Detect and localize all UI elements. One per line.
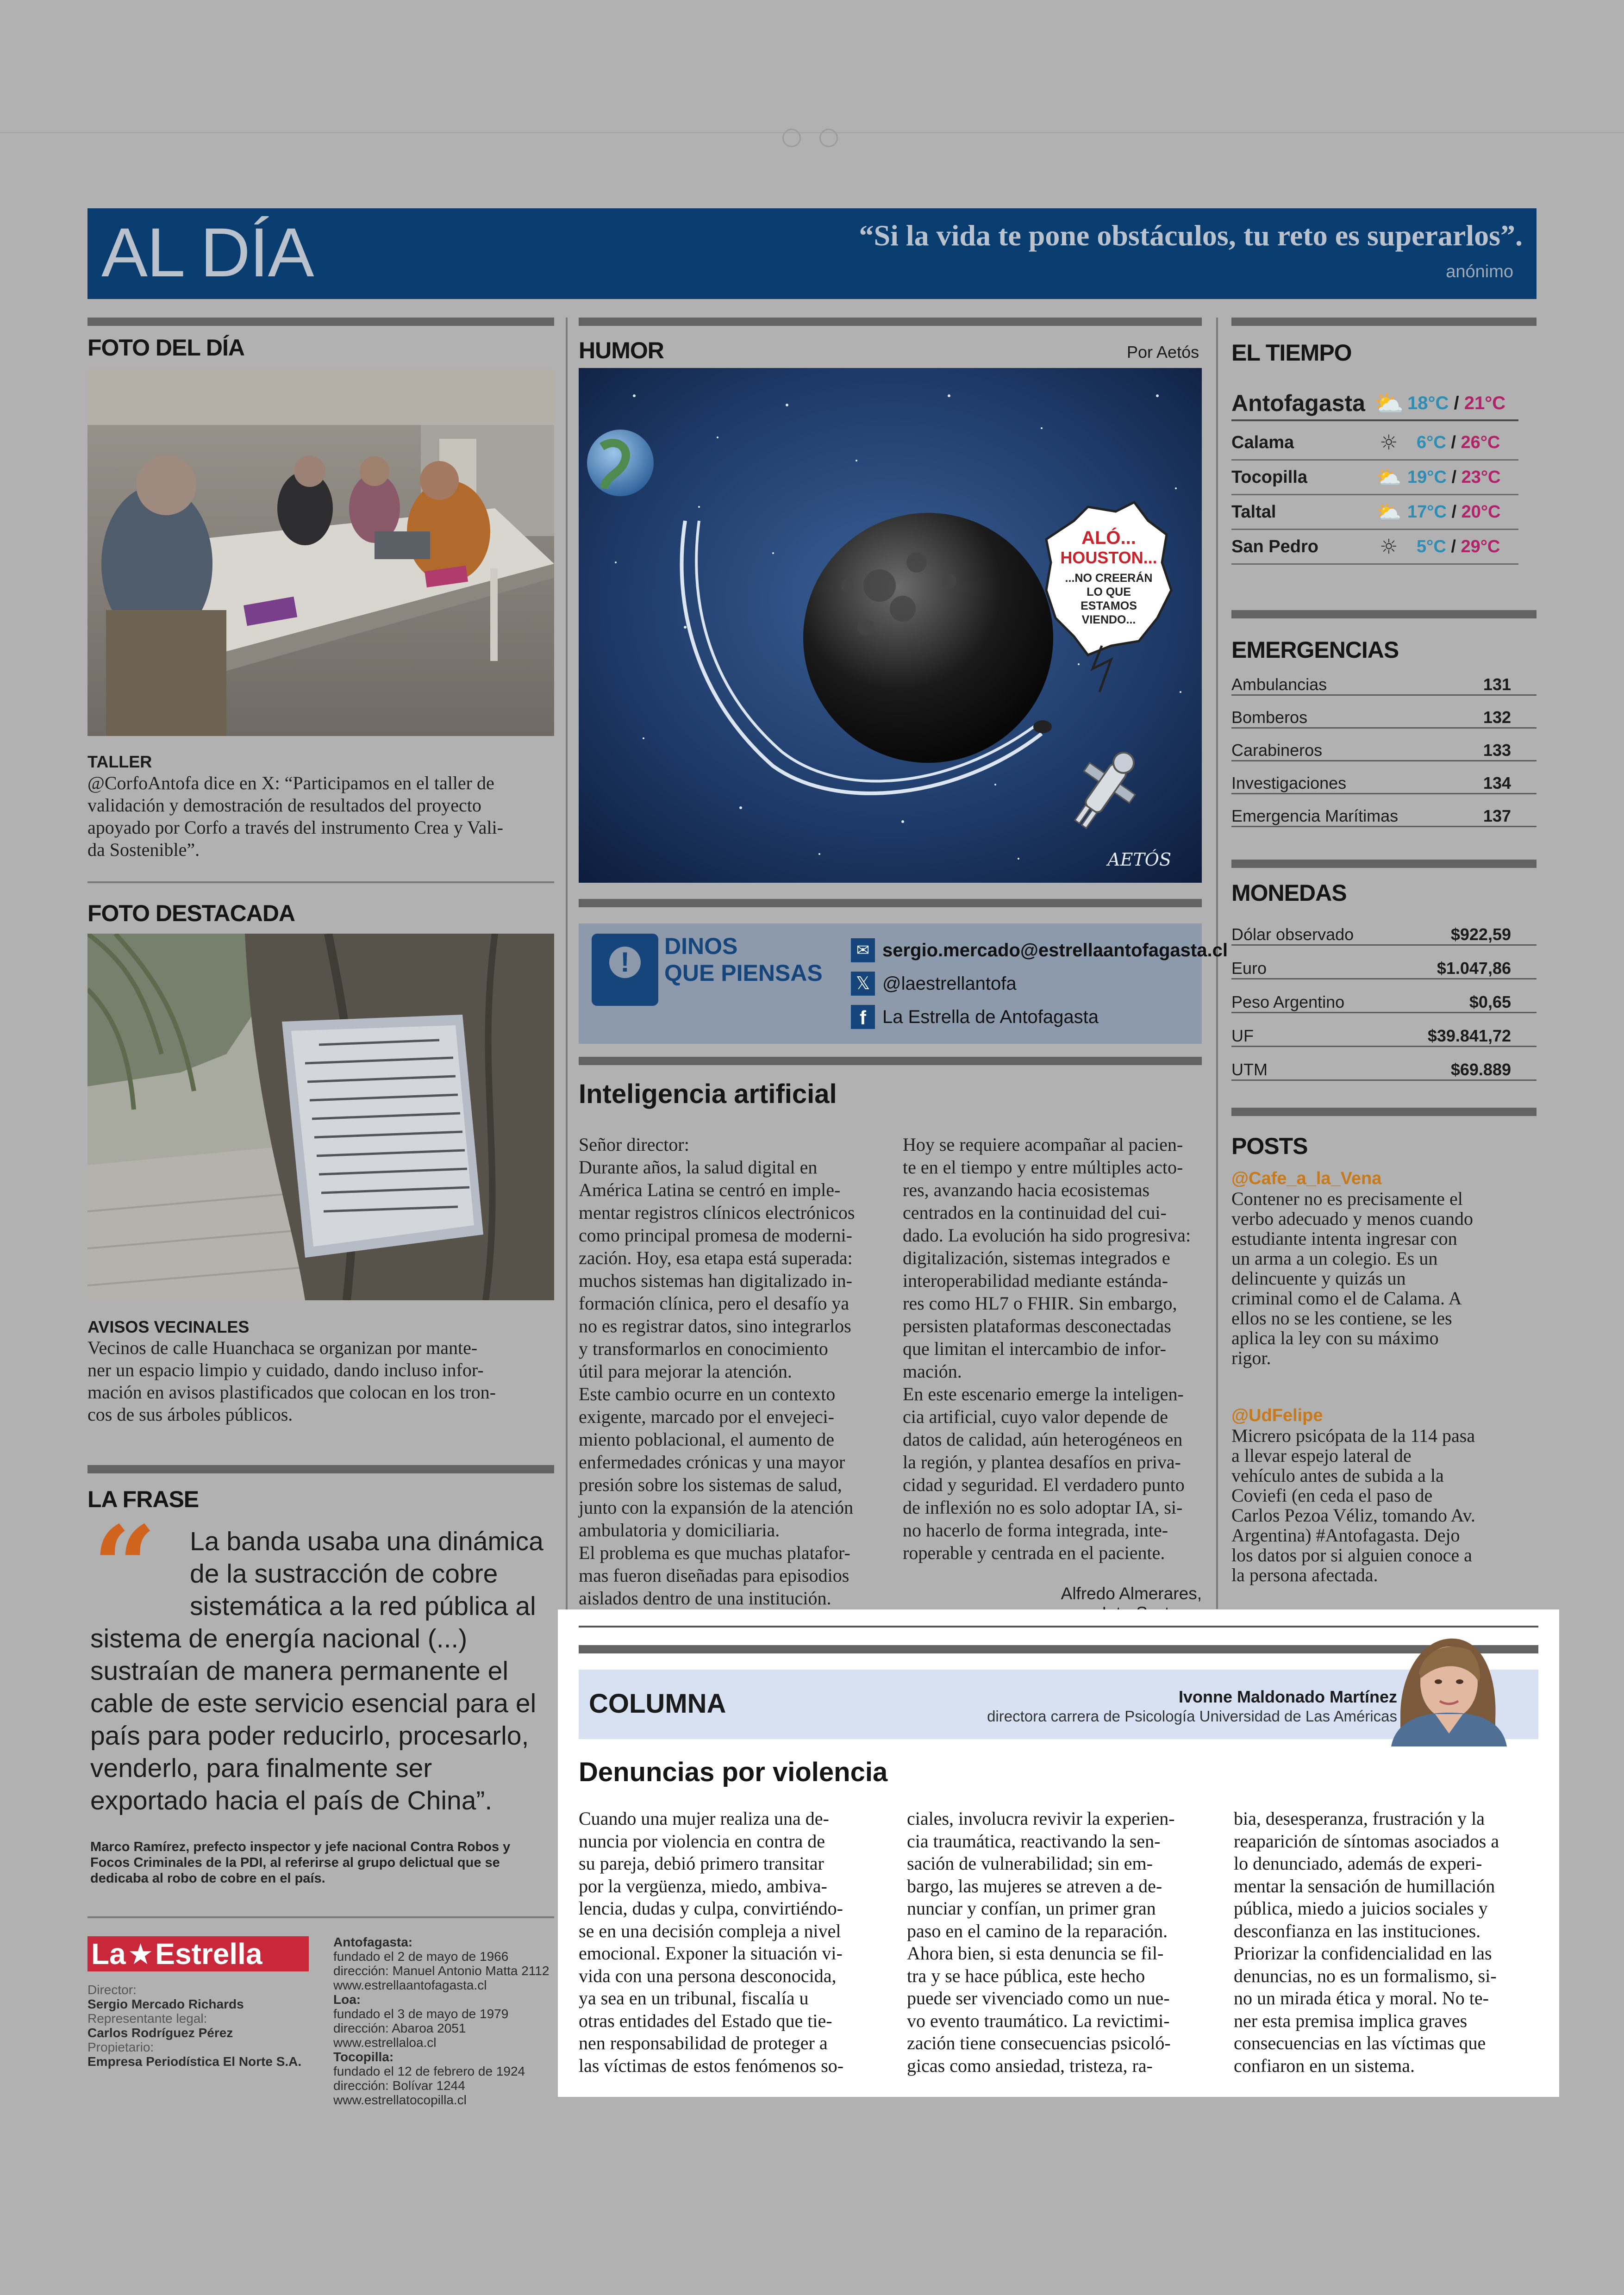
post-user-handle[interactable]: @Cafe_a_la_Vena [1231, 1169, 1382, 1188]
weather-temps: 18°C / 21°C [1407, 393, 1506, 413]
star-icon: ★ [127, 1937, 154, 1971]
weather-temps: 19°C / 23°C [1407, 467, 1501, 487]
text-line: Durante años, la salud digital en [579, 1157, 818, 1178]
text-line: confiaron en un sistema. [1234, 2055, 1415, 2076]
logo-la: La [91, 1937, 126, 1971]
text-line: ya sea en un tribunal, fiscalía u [579, 1988, 809, 2008]
contact-title [664, 933, 823, 986]
text-line: América Latina se centró en imple- [579, 1179, 841, 1200]
sun-icon: ☼ [1380, 430, 1398, 455]
editions-box [333, 1935, 549, 2107]
post-text [1231, 1426, 1537, 1585]
quote-line: país para poder reducirlo, procesarlo, [90, 1721, 529, 1751]
text-line: vehículo antes de subida a la [1231, 1465, 1444, 1486]
foto-destacada-caption [87, 1337, 555, 1426]
section-rule [87, 318, 554, 326]
text-line: sación de vulnerabilidad; sin em- [907, 1853, 1153, 1874]
text-line: muchos sistemas han digitalizado in- [579, 1270, 852, 1291]
currency-row [1231, 946, 1537, 979]
text-line: las víctimas de estos fenómenos so- [579, 2055, 844, 2076]
staff-line: Sergio Mercado Richards [87, 1997, 244, 2011]
section-rule [579, 899, 1202, 907]
text-line: los datos por si alguien conoce a [1231, 1545, 1472, 1565]
text-line: Contener no es precisamente el [1231, 1188, 1463, 1209]
edition-line: dirección: Abaroa 2051 [333, 2021, 466, 2035]
text-line: interoperabilidad mediante estánda- [903, 1270, 1168, 1291]
temp-max: 20°C [1461, 502, 1501, 522]
ia-letter-col1 [579, 1133, 884, 1609]
text-line: mas fueron diseñadas para episodios [579, 1565, 849, 1586]
text-line: nen responsabilidad de proteger a [579, 2033, 828, 2053]
text-line: Señor director: [579, 1134, 689, 1155]
edition-link[interactable]: www.estrellaloa.cl [333, 2035, 437, 2050]
monedas-list [1231, 912, 1537, 1081]
divider [87, 1916, 554, 1918]
quote-line: sustraían de manera permanente el [90, 1656, 509, 1686]
post-user-handle[interactable]: @UdFelipe [1231, 1406, 1323, 1425]
weather-temps: 17°C / 20°C [1407, 502, 1501, 522]
attribution-line: Focos Criminales de la PDI, al referirse al grupo delictual que se [90, 1855, 500, 1870]
currency-value: $1.047,86 [1437, 959, 1511, 978]
ia-letter-title: Inteligencia artificial [579, 1079, 837, 1109]
divider [87, 881, 554, 883]
emergencias-title: EMERGENCIAS [1231, 637, 1399, 663]
columna-author: Ivonne Maldonado Martínez [1178, 1687, 1397, 1706]
caption-line: apoyado por Corfo a través del instrumento Crea y Vali- [87, 817, 503, 838]
columna-col3 [1234, 1808, 1549, 2077]
text-line: ciales, involucra revivir la experien- [907, 1808, 1175, 1829]
caption-line: cos de sus árboles públicos. [87, 1404, 293, 1425]
text-line: nunciar y confían, un primer gran [907, 1898, 1156, 1919]
caption-line: ner un espacio limpio y cuidado, dando incluso infor- [87, 1360, 484, 1380]
attribution-line: dedicaba al robo de cobre en el país. [90, 1871, 325, 1886]
text-line: de inflexión no es solo adoptar IA, si- [903, 1497, 1183, 1518]
text-line: mentar la sensación de humillación [1234, 1875, 1495, 1896]
banner-quote-author: anónimo [1446, 262, 1513, 281]
currency-value: $0,65 [1469, 992, 1511, 1011]
text-line: útil para mejorar la atención. [579, 1361, 792, 1382]
weather-city: Tocopilla [1231, 467, 1307, 487]
edition-line: dirección: Manuel Antonio Matta 2112 [333, 1964, 550, 1978]
columna-col2 [907, 1808, 1222, 2077]
caption-line: Vecinos de calle Huanchaca se organizan por mante- [87, 1337, 478, 1358]
edition-line: fundado el 3 de mayo de 1979 [333, 2007, 509, 2021]
workshop-photo [87, 369, 554, 736]
text-line: vida con una persona desconocida, [579, 1965, 837, 1986]
currency-label: Euro [1231, 959, 1267, 978]
text-line: Coviefi (en ceda el paso de [1231, 1485, 1433, 1506]
foto-destacada-caption-head: AVISOS VECINALES [87, 1317, 250, 1336]
text-line: Ahora bien, si esta denuncia se fil- [907, 1943, 1164, 1964]
text-line: miento poblacional, el aumento de [579, 1429, 835, 1450]
currency-value: $39.841,72 [1427, 1026, 1511, 1045]
text-line: paso en el camino de la reparación. [907, 1920, 1168, 1941]
la-frase-quote-indented [190, 1525, 543, 1622]
edition-line: dirección: Bolívar 1244 [333, 2078, 465, 2093]
page-dot-icon[interactable] [782, 129, 801, 147]
text-line: a llevar espejo lateral de [1231, 1445, 1412, 1466]
staff-line: Representante legal: [87, 2011, 207, 2026]
columna-title: Denuncias por violencia [579, 1757, 888, 1787]
caption-line: @CorfoAntofa dice en X: “Participamos en el taller de [87, 773, 494, 793]
emergency-row[interactable] [1231, 761, 1537, 794]
text-line: la persona afectada. [1231, 1565, 1378, 1585]
text-line: gicas como ansiedad, tristeza, ra- [907, 2055, 1153, 2076]
foto-del-dia-title: FOTO DEL DÍA [87, 335, 244, 361]
staff-box [87, 1983, 301, 2069]
text-line: bia, desesperanza, frustración y la [1234, 1808, 1485, 1829]
caption-line: validación y demostración de resultados del proyecto [87, 795, 481, 816]
humor-byline: Por Aetós [1127, 343, 1199, 362]
bubble-line: ...NO CREERÁN [1065, 572, 1153, 585]
text-line: persisten plataformas desconectadas [903, 1316, 1171, 1336]
emergency-number: 131 [1483, 675, 1511, 694]
foto-destacada-title: FOTO DESTACADA [87, 900, 295, 926]
sun-icon: ☼ [1380, 535, 1398, 559]
temp-min: 19°C [1407, 467, 1447, 487]
bubble-line: HOUSTON... [1060, 548, 1157, 567]
contact-facebook-row[interactable] [851, 1005, 1099, 1029]
emergency-number: 134 [1483, 773, 1511, 792]
section-rule [579, 318, 1202, 326]
temp-min: 17°C [1407, 502, 1447, 522]
edition-line: Antofagasta: [333, 1935, 413, 1949]
text-line: roperable y centrada en el paciente. [903, 1542, 1165, 1563]
emergency-label: Bomberos [1231, 708, 1308, 727]
page-dot-icon[interactable] [819, 129, 838, 147]
weather-main-row [1231, 387, 1518, 421]
edition-line: Loa: [333, 1992, 361, 2007]
temp-min: 6°C [1417, 432, 1446, 452]
edition-line: fundado el 12 de febrero de 1924 [333, 2064, 525, 2078]
temp-max: 21°C [1464, 393, 1506, 413]
author-portrait [1382, 1622, 1514, 1746]
weather-row [1231, 461, 1518, 495]
text-line: otras entidades del Estado que tie- [579, 2010, 832, 2031]
ia-letter-col2 [903, 1133, 1208, 1564]
currency-label: UF [1231, 1026, 1254, 1045]
emergency-label: Emergencia Marítimas [1231, 806, 1399, 825]
text-line: aplica la ley con su máximo [1231, 1328, 1439, 1348]
text-line: estudiante intenta ingresar con [1231, 1228, 1457, 1249]
facebook-icon: f [851, 1005, 875, 1029]
text-line: no un mirada ética y moral. No te- [1234, 1988, 1489, 2008]
temp-min: 5°C [1417, 536, 1446, 556]
text-line: desconfianza en las instituciones. [1234, 1920, 1481, 1941]
space-cartoon [579, 368, 1202, 883]
contact-x-row[interactable] [851, 972, 1017, 996]
attribution-line: Marco Ramírez, prefecto inspector y jefe nacional Contra Robos y [90, 1840, 511, 1854]
text-line: criminal como el de Calama. A [1231, 1288, 1462, 1309]
text-line: que limitan el intercambio de infor- [903, 1338, 1167, 1359]
partly-cloudy-icon: ⛅ [1376, 466, 1402, 489]
text-line: formación clínica, pero el desafío ya [579, 1293, 849, 1314]
columna-label: COLUMNA [589, 1689, 726, 1719]
partly-cloudy-icon: ⛅ [1374, 389, 1404, 418]
currency-row [1231, 1047, 1537, 1081]
bubble-line: ALÓ... [1081, 528, 1136, 548]
text-line: res como HL7 o FHIR. Sin embargo, [903, 1293, 1177, 1314]
weather-city: San Pedro [1231, 536, 1318, 556]
section-rule [579, 1057, 1202, 1065]
text-line: denuncias, no es un formalismo, si- [1234, 1965, 1497, 1986]
columna-col1 [579, 1808, 893, 2077]
contact-box [579, 923, 1228, 1044]
text-line: Hoy se requiere acompañar al pacien- [903, 1134, 1183, 1155]
columna-author-role: directora carrera de Psicología Universidad de Las Américas [987, 1708, 1397, 1725]
text-line: En este escenario emerge la inteligen- [903, 1384, 1184, 1404]
emergency-row[interactable] [1231, 729, 1537, 761]
edition-line: fundado el 2 de mayo de 1966 [333, 1949, 509, 1964]
weather-city: Calama [1231, 432, 1294, 452]
logo-estrella: Estrella [155, 1937, 262, 1971]
emergency-label: Investigaciones [1231, 773, 1347, 792]
section-banner [87, 208, 1537, 299]
emergency-label: Carabineros [1231, 741, 1323, 760]
foto-del-dia-photo[interactable] [87, 369, 554, 736]
monedas-title: MONEDAS [1231, 880, 1347, 906]
emergencias-list [1231, 663, 1537, 827]
text-line: puede ser vivenciado como un nue- [907, 1988, 1170, 2008]
emergency-row[interactable] [1231, 696, 1537, 729]
bubble-line: ESTAMOS [1081, 599, 1137, 612]
post-text [1231, 1189, 1537, 1368]
currency-row [1231, 1013, 1537, 1047]
weather-row [1231, 530, 1518, 565]
humor-cartoon[interactable] [579, 368, 1202, 883]
text-line: consecuencias en las víctimas que [1234, 2033, 1486, 2053]
text-line: exigente, marcado por el envejeci- [579, 1406, 834, 1427]
foto-destacada-photo[interactable] [87, 934, 554, 1300]
text-line: pública, miedo a juicios sociales y [1234, 1898, 1488, 1919]
bubble-line: VIENDO... [1081, 613, 1136, 626]
section-rule [1231, 318, 1537, 326]
text-line: zación. Hoy, esa etapa está superada: [579, 1247, 853, 1268]
post-item [1231, 1406, 1537, 1585]
text-line: junto con la expansión de la atención [579, 1497, 854, 1518]
partly-cloudy-icon: ⛅ [1376, 500, 1402, 524]
section-rule [1231, 860, 1537, 868]
columna-panel[interactable] [558, 1609, 1559, 2097]
text-line: no hacerlo de forma integrada, inte- [903, 1520, 1168, 1540]
text-line: como principal promesa de moderni- [579, 1225, 852, 1246]
text-line: la región, y plantea desafíos en priva- [903, 1452, 1181, 1472]
currency-row [1231, 912, 1537, 946]
la-frase-title: LA FRASE [87, 1486, 199, 1512]
text-line: cia traumática, reactivando la sen- [907, 1830, 1161, 1852]
contact-title-line: QUE PIENSAS [664, 960, 823, 986]
text-line: su pareja, debió primero transitar [579, 1853, 824, 1874]
text-line: cia artificial, cuyo valor depende de [903, 1406, 1168, 1427]
text-line: te en el tiempo y entre múltiples acto- [903, 1157, 1183, 1178]
caption-line: da Sostenible”. [87, 839, 200, 860]
weather-row [1231, 495, 1518, 530]
contact-email-row[interactable] [851, 938, 1228, 962]
quote-line: La banda usaba una dinámica [190, 1527, 543, 1556]
text-line: presión sobre los sistemas de salud, [579, 1474, 842, 1495]
text-line: lo denunciado, además de experi- [1234, 1853, 1482, 1874]
text-line: datos de calidad, aún heterogéneos en [903, 1429, 1183, 1450]
weather-temps: 6°C / 26°C [1417, 432, 1500, 452]
emergency-row[interactable] [1231, 663, 1537, 696]
section-rule [1231, 610, 1537, 618]
weather-title: EL TIEMPO [1231, 340, 1352, 366]
humor-title: HUMOR [579, 337, 664, 363]
ia-letter-signature: Alfredo Almerares, [1061, 1584, 1202, 1603]
foto-del-dia-caption [87, 772, 555, 861]
text-line: emocional. Exponer la situación vi- [579, 1943, 843, 1964]
text-line: verbo adecuado y menos cuando [1231, 1208, 1474, 1229]
emergency-row[interactable] [1231, 794, 1537, 827]
edition-line: Tocopilla: [333, 2050, 394, 2064]
temp-max: 23°C [1461, 467, 1501, 487]
text-line: no es registrar datos, sino integrarlos [579, 1316, 851, 1336]
text-line: vo evento traumático. La revictimi- [907, 2010, 1170, 2031]
estrella-logo[interactable] [87, 1936, 309, 1971]
text-line: Micrero psicópata de la 114 pasa [1231, 1425, 1475, 1446]
la-frase-quote [90, 1622, 536, 1817]
contact-title-line: DINOS [664, 933, 738, 959]
author-photo [1382, 1622, 1514, 1746]
text-line: mación. [903, 1361, 962, 1382]
column-rule [1216, 318, 1218, 1609]
text-line: nuncia por violencia en contra de [579, 1830, 825, 1852]
temp-max: 26°C [1461, 432, 1500, 452]
text-line: por la vergüenza, miedo, ambiva- [579, 1875, 827, 1896]
text-line: delincuente y quizás un [1231, 1268, 1406, 1289]
temp-min: 18°C [1407, 393, 1449, 413]
text-line: un arma a un colegio. Es un [1231, 1248, 1438, 1269]
emergency-number: 137 [1483, 806, 1511, 825]
text-line: bargo, las mujeres se atreven a de- [907, 1875, 1162, 1896]
edition-link[interactable]: www.estrellatocopilla.cl [333, 2093, 467, 2107]
posts-title: POSTS [1231, 1133, 1308, 1159]
text-line: enfermedades crónicas y una mayor [579, 1452, 845, 1472]
text-line: El problema es que muchas platafor- [579, 1542, 850, 1563]
contact-facebook[interactable]: La Estrella de Antofagasta [882, 1006, 1099, 1027]
section-title: AL DÍA [101, 213, 313, 291]
quote-line: cable de este servicio esencial para el [90, 1689, 537, 1718]
weather-temps: 5°C / 29°C [1417, 536, 1500, 556]
quote-line: sistemática a la red pública al [190, 1591, 536, 1621]
caption-line: mación en avisos plastificados que colocan en los tron- [87, 1382, 496, 1403]
mail-icon: ✉ [851, 938, 875, 962]
emergency-number: 132 [1483, 708, 1511, 727]
contact-x-handle[interactable]: @laestrellantofa [882, 973, 1017, 994]
text-line: dado. La evolución ha sido progresiva: [903, 1225, 1191, 1246]
currency-label: Dólar observado [1231, 925, 1354, 944]
text-line: rigor. [1231, 1347, 1271, 1368]
page-indicator[interactable] [782, 129, 838, 147]
text-line: ellos no se les contiene, se les [1231, 1308, 1452, 1328]
bubble-line: LO QUE [1087, 586, 1131, 599]
temp-max: 29°C [1461, 536, 1500, 556]
text-line: zación tiene consecuencias psicoló- [907, 2033, 1171, 2053]
staff-line: Empresa Periodística El Norte S.A. [87, 2054, 302, 2069]
text-line: Este cambio ocurre en un contexto [579, 1384, 836, 1404]
text-line: se en una decisión compleja a nivel [579, 1920, 841, 1941]
text-line: centrados en la continuidad del cui- [903, 1202, 1167, 1223]
section-rule [1231, 1108, 1537, 1116]
staff-line: Director: [87, 1983, 137, 1997]
section-rule [87, 1465, 554, 1473]
text-line: ner esta premisa implica graves [1234, 2010, 1468, 2031]
cartoon-signature: AETÓS [1107, 849, 1171, 870]
text-line: Priorizar la confidencialidad en las [1234, 1943, 1492, 1964]
x-logo-icon: 𝕏 [851, 972, 875, 996]
staff-line: Carlos Rodríguez Pérez [87, 2026, 233, 2040]
text-line: Carlos Pezoa Véliz, tomando Av. [1231, 1505, 1475, 1526]
weather-city: Taltal [1231, 502, 1276, 522]
emergency-number: 133 [1483, 741, 1511, 760]
text-line: cidad y seguridad. El verdadero punto [903, 1474, 1185, 1495]
currency-value: $922,59 [1450, 925, 1511, 944]
quote-line: de la sustracción de cobre [190, 1559, 498, 1589]
quote-line: venderlo, para finalmente ser [90, 1753, 432, 1783]
emergency-label: Ambulancias [1231, 675, 1327, 694]
currency-row [1231, 979, 1537, 1013]
currency-label: Peso Argentino [1231, 992, 1345, 1011]
text-line: mentar registros clínicos electrónicos [579, 1202, 855, 1223]
foto-del-dia-caption-head: TALLER [87, 752, 152, 771]
alert-bubble-icon [592, 934, 658, 1006]
banner-quote: “Si la vida te pone obstáculos, tu reto es superarlos”. [859, 219, 1523, 252]
tree-notice-photo [87, 934, 554, 1300]
weather-list [1231, 426, 1518, 565]
edition-link[interactable]: www.estrellaantofagasta.cl [333, 1978, 487, 1992]
weather-row [1231, 426, 1518, 461]
contact-email[interactable]: sergio.mercado@estrellaantofagasta.cl [882, 940, 1228, 960]
text-line: lencia, dudas y culpa, convirtiéndo- [579, 1898, 843, 1919]
text-line: reaparición de síntomas asociados a [1234, 1830, 1499, 1852]
text-line: Cuando una mujer realiza una de- [579, 1808, 829, 1829]
exclamation-icon: ! [609, 947, 641, 978]
text-line: aislados dentro de una institución. [579, 1588, 831, 1609]
text-line: tra y se hace pública, este hecho [907, 1965, 1145, 1986]
currency-value: $69.889 [1450, 1060, 1511, 1079]
text-line: y transformarlos en conocimiento [579, 1338, 828, 1359]
text-line: ambulatoria y domiciliaria. [579, 1520, 780, 1540]
quote-line: exportado hacia el país de China”. [90, 1786, 493, 1815]
text-line: digitalización, sistemas integrados e [903, 1247, 1170, 1268]
la-frase-attribution [90, 1839, 510, 1886]
text-line: res, avanzando hacia ecosistemas [903, 1179, 1150, 1200]
text-line: Argentina) #Antofagasta. Dejo [1231, 1525, 1460, 1546]
post-item [1231, 1169, 1537, 1368]
staff-line: Propietario: [87, 2040, 154, 2054]
quote-line: sistema de energía nacional (...) [90, 1624, 468, 1653]
quote-mark-icon: “ [93, 1502, 157, 1632]
weather-city: Antofagasta [1231, 390, 1365, 416]
currency-label: UTM [1231, 1060, 1268, 1079]
